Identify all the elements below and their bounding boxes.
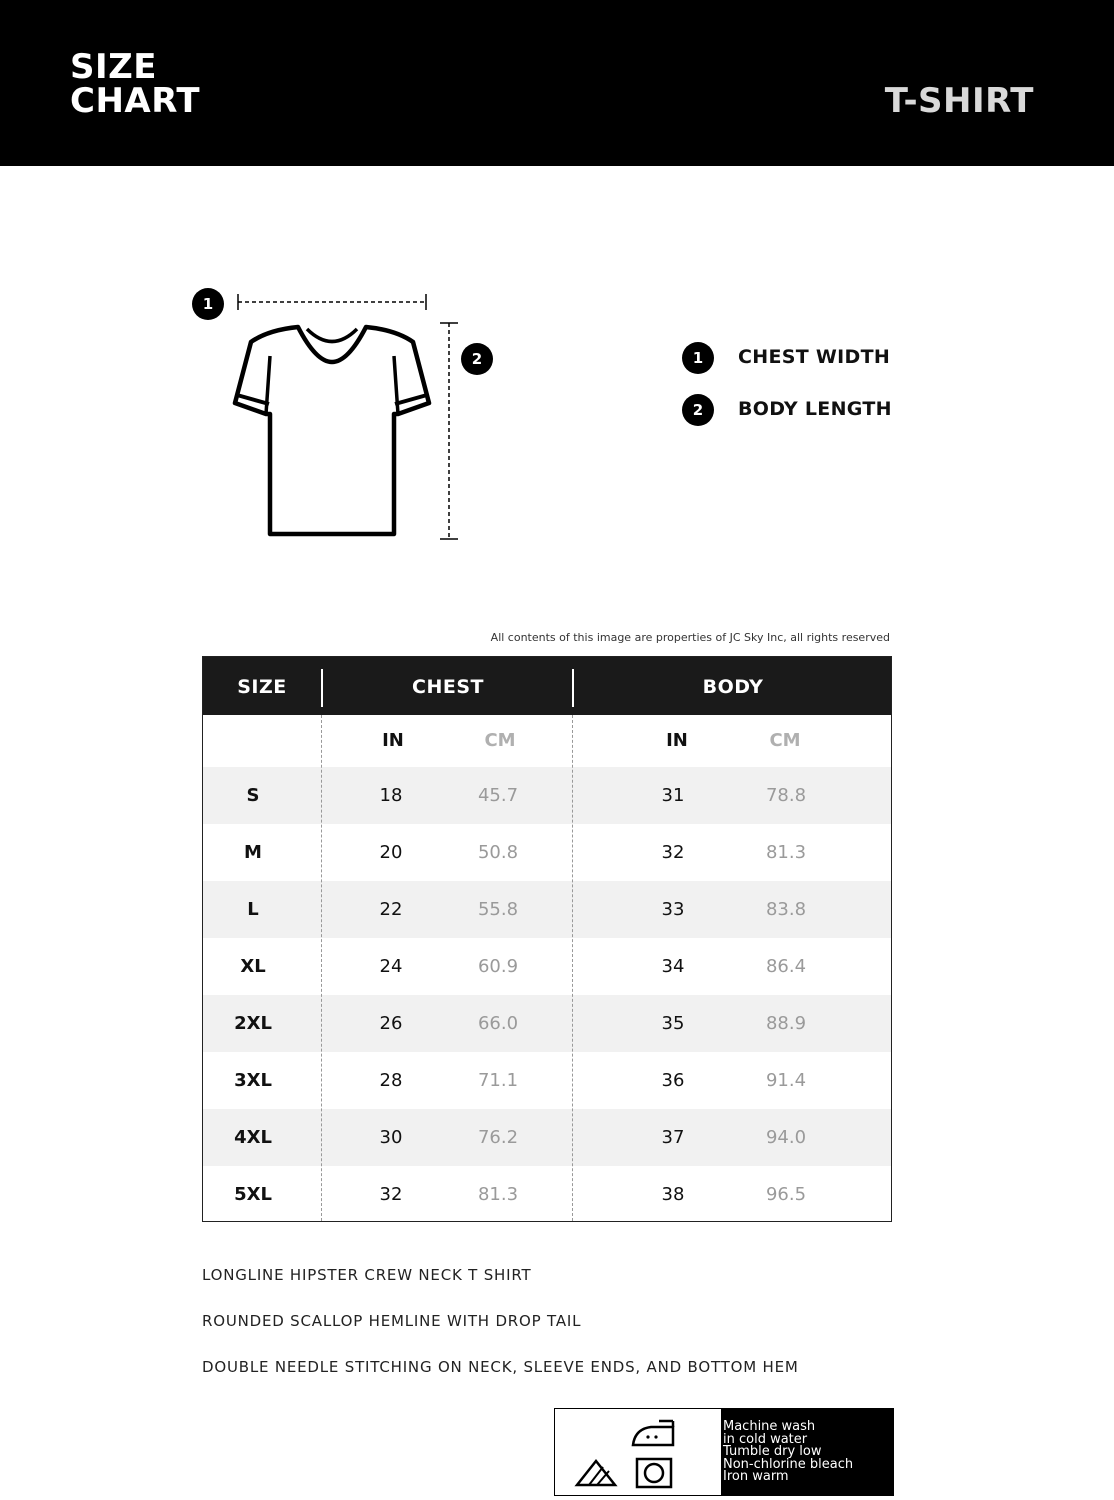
table-body	[203, 767, 891, 1223]
legend-badge-2: 2	[682, 394, 714, 426]
cell-size: 5XL	[234, 1184, 272, 1205]
cell-chest-in: 26	[379, 1013, 403, 1034]
care-text	[721, 1409, 893, 1495]
cell-chest-cm: 81.3	[477, 1184, 519, 1205]
cell-body-in: 32	[661, 842, 685, 863]
cell-body-in: 33	[661, 899, 685, 920]
cell-chest-cm: 66.0	[477, 1013, 519, 1034]
header-body: BODY	[702, 676, 764, 698]
cell-chest-in: 24	[379, 956, 403, 977]
legend-label-body: BODY LENGTH	[738, 398, 892, 420]
cell-body-cm: 81.3	[765, 842, 807, 863]
cell-size: L	[247, 899, 259, 920]
cell-chest-cm: 50.8	[477, 842, 519, 863]
care-symbols	[555, 1409, 721, 1495]
column-divider	[321, 715, 322, 1221]
cell-chest-in: 22	[379, 899, 403, 920]
table-header	[203, 657, 891, 715]
cell-body-in: 36	[661, 1070, 685, 1091]
care-line: Tumble dry low	[723, 1444, 822, 1459]
table-row	[203, 881, 891, 938]
chest-unit-in: IN	[382, 730, 404, 751]
feature-item: DOUBLE NEEDLE STITCHING ON NECK, SLEEVE ENDS, AND BOTTOM HEM	[202, 1358, 799, 1376]
header-size: SIZE	[237, 676, 287, 698]
iron-icon	[633, 1421, 673, 1445]
cell-chest-cm: 76.2	[477, 1127, 519, 1148]
cell-size: XL	[240, 956, 266, 977]
legend-label-chest: CHEST WIDTH	[738, 346, 891, 368]
cell-body-in: 37	[661, 1127, 685, 1148]
header-bar	[0, 0, 1114, 166]
feature-item: LONGLINE HIPSTER CREW NECK T SHIRT	[202, 1266, 532, 1284]
cell-body-cm: 96.5	[765, 1184, 807, 1205]
cell-size: 4XL	[234, 1127, 272, 1148]
page-title	[70, 47, 201, 121]
care-line: Machine wash	[723, 1419, 816, 1434]
legend-badge-1: 1	[682, 342, 714, 374]
cell-size: M	[244, 842, 262, 863]
cell-chest-cm: 55.8	[477, 899, 519, 920]
table-row	[203, 1166, 891, 1223]
cell-chest-in: 32	[379, 1184, 403, 1205]
table-row	[203, 1052, 891, 1109]
feature-item: ROUNDED SCALLOP HEMLINE WITH DROP TAIL	[202, 1312, 582, 1330]
cell-body-cm: 91.4	[765, 1070, 807, 1091]
cell-body-in: 31	[661, 785, 685, 806]
cell-chest-in: 20	[379, 842, 403, 863]
cell-body-cm: 86.4	[765, 956, 807, 977]
cell-chest-in: 30	[379, 1127, 403, 1148]
length-badge: 2	[461, 343, 493, 375]
care-line: Non-chlorine bleach	[723, 1456, 854, 1472]
body-unit-in: IN	[666, 730, 688, 751]
cell-body-cm: 78.8	[765, 785, 807, 806]
care-line: in cold water	[723, 1431, 808, 1447]
cell-body-cm: 94.0	[765, 1127, 807, 1148]
title-line-size: SIZE	[70, 47, 158, 87]
cell-body-in: 35	[661, 1013, 685, 1034]
cell-size: S	[246, 785, 260, 806]
copyright-note: All contents of this image are properties of JC Sky Inc, all rights reserved	[490, 631, 890, 644]
body-unit-cm: CM	[769, 730, 801, 751]
cell-chest-in: 28	[379, 1070, 403, 1091]
cell-chest-in: 18	[379, 785, 403, 806]
care-icons	[555, 1409, 721, 1495]
table-row	[203, 767, 891, 824]
cell-size: 2XL	[234, 1013, 272, 1034]
care-instructions	[554, 1408, 894, 1496]
bleach-triangle-icon	[577, 1461, 615, 1485]
product-type: T-SHIRT	[884, 81, 1034, 121]
legend-item-chest	[682, 340, 942, 374]
cell-chest-cm: 60.9	[477, 956, 519, 977]
chest-unit-cm: CM	[484, 730, 516, 751]
title-line-chart: CHART	[70, 81, 201, 121]
column-divider	[572, 715, 573, 1221]
cell-size: 3XL	[234, 1070, 272, 1091]
table-row	[203, 824, 891, 881]
tshirt-outline-icon	[180, 280, 500, 560]
cell-chest-cm: 45.7	[477, 785, 519, 806]
measurement-diagram	[180, 280, 500, 560]
cell-body-in: 34	[661, 956, 685, 977]
table-row	[203, 1109, 891, 1166]
table-row	[203, 995, 891, 1052]
legend-item-body	[682, 392, 942, 426]
cell-body-cm: 88.9	[765, 1013, 807, 1034]
cell-chest-cm: 71.1	[477, 1070, 519, 1091]
tumble-dry-icon	[637, 1459, 671, 1487]
header-chest: CHEST	[412, 676, 484, 698]
size-table	[202, 656, 892, 1222]
care-line: Iron warm	[723, 1469, 789, 1484]
cell-body-cm: 83.8	[765, 899, 807, 920]
unit-header-row	[203, 715, 891, 767]
table-row	[203, 938, 891, 995]
chest-badge: 1	[192, 288, 224, 320]
cell-body-in: 38	[661, 1184, 685, 1205]
